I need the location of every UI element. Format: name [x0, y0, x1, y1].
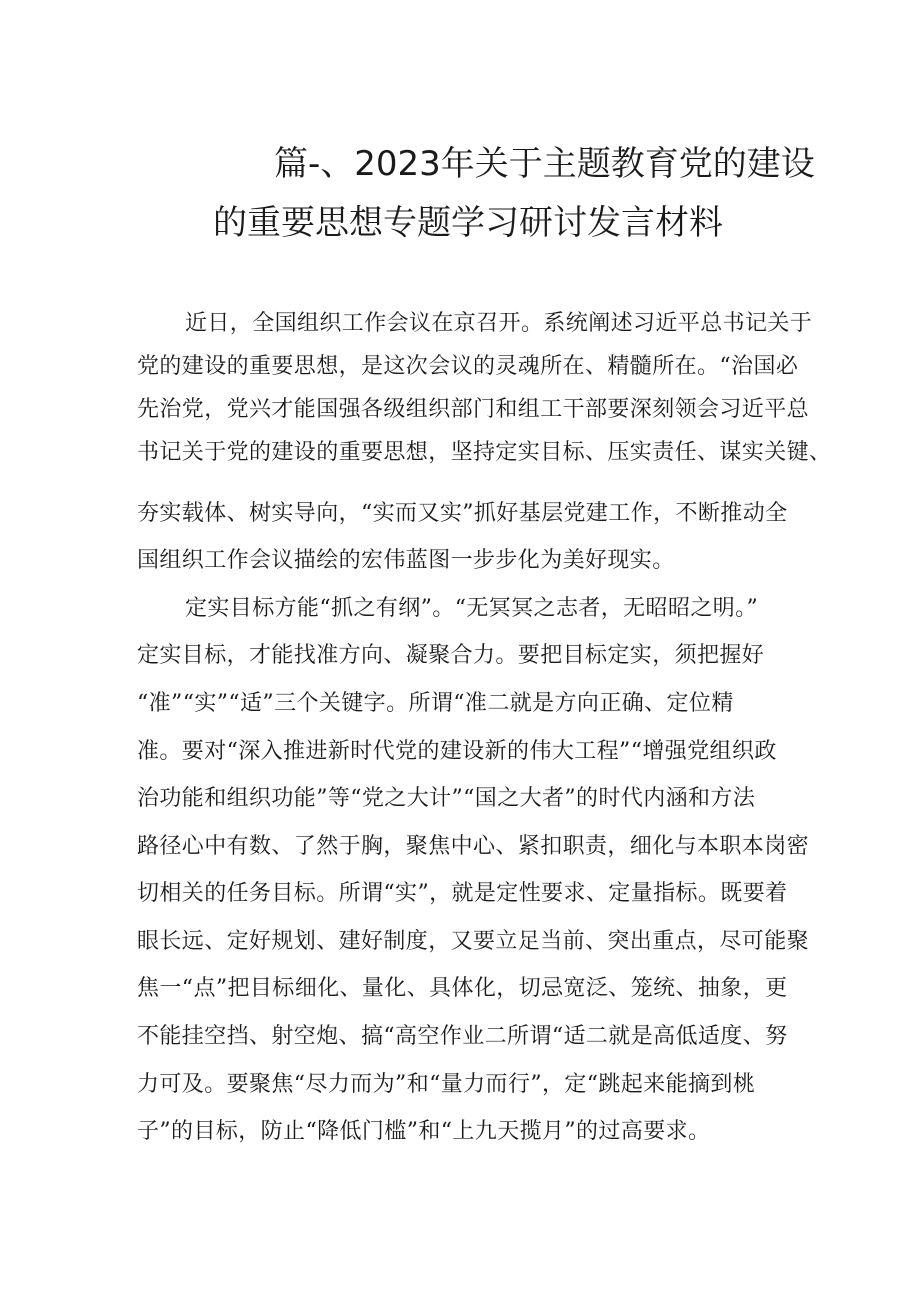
paragraph-line: 不能挂空挡、射空炮、搞“高空作业二所谓“适二就是高低适度、努	[137, 1024, 788, 1049]
paragraph-line: 国组织工作会议描绘的宏伟蓝图一步步化为美好现实。	[137, 548, 675, 573]
paragraph-line: 党的建设的重要思想，是这次会议的灵魂所在、精髓所在。“治国必	[137, 354, 799, 379]
paragraph-line: “准”“实”“适”三个关键字。所谓“准二就是方向正确、定位精	[137, 691, 734, 716]
paragraph-line: 定实目标，才能找准方向、凝聚合力。要把目标定实，须把握好	[137, 643, 765, 668]
paragraph-line: 近日，全国组织工作会议在京召开。系统阐述习近平总书记关于	[185, 311, 813, 336]
paragraph-line: 准。要对“深入推进新时代党的建设新的伟大工程”“增强党组织政	[137, 739, 777, 764]
document-title-line-2: 的重要思想专题学习研讨发言材料	[213, 203, 723, 243]
paragraph-line: 力可及。要聚焦“尽力而为”和“量力而行”，定“跳起来能摘到桃	[137, 1072, 756, 1097]
paragraph-line: 焦一“点”把目标细化、量化、具体化，切忌宽泛、笼统、抽象，更	[137, 976, 788, 1001]
paragraph-line: 先治党，党兴才能国强各级组织部门和组工干部要深刻领会习近平总	[137, 397, 810, 422]
document-title-line-1: 篇-、2023年关于主题教育党的建设	[274, 144, 815, 184]
paragraph-line: 书记关于党的建设的重要思想，坚持定实目标、压实责任、谋实关键、	[137, 440, 832, 465]
paragraph-line: 路径心中有数、了然于胸，聚焦中心、紧扣职责，细化与本职本岗密	[137, 834, 810, 859]
paragraph-line: 治功能和组织功能”等“党之大计”“国之大者”的时代内涵和方法	[137, 786, 756, 811]
paragraph-line: 切相关的任务目标。所谓“实”，就是定性要求、定量指标。既要着	[137, 881, 788, 906]
paragraph-line: 眼长远、定好规划、建好制度，又要立足当前、突出重点，尽可能聚	[137, 929, 810, 954]
paragraph-line: 定实目标方能“抓之有纲”。“无冥冥之志者，无昭昭之明。”	[185, 596, 759, 621]
paragraph-line: 子”的目标，防止“降低门槛”和“上九天揽月”的过高要求。	[137, 1119, 711, 1144]
paragraph-line: 夯实载体、树实导向，“实而又实”抓好基层党建工作，不断推动全	[137, 501, 788, 526]
